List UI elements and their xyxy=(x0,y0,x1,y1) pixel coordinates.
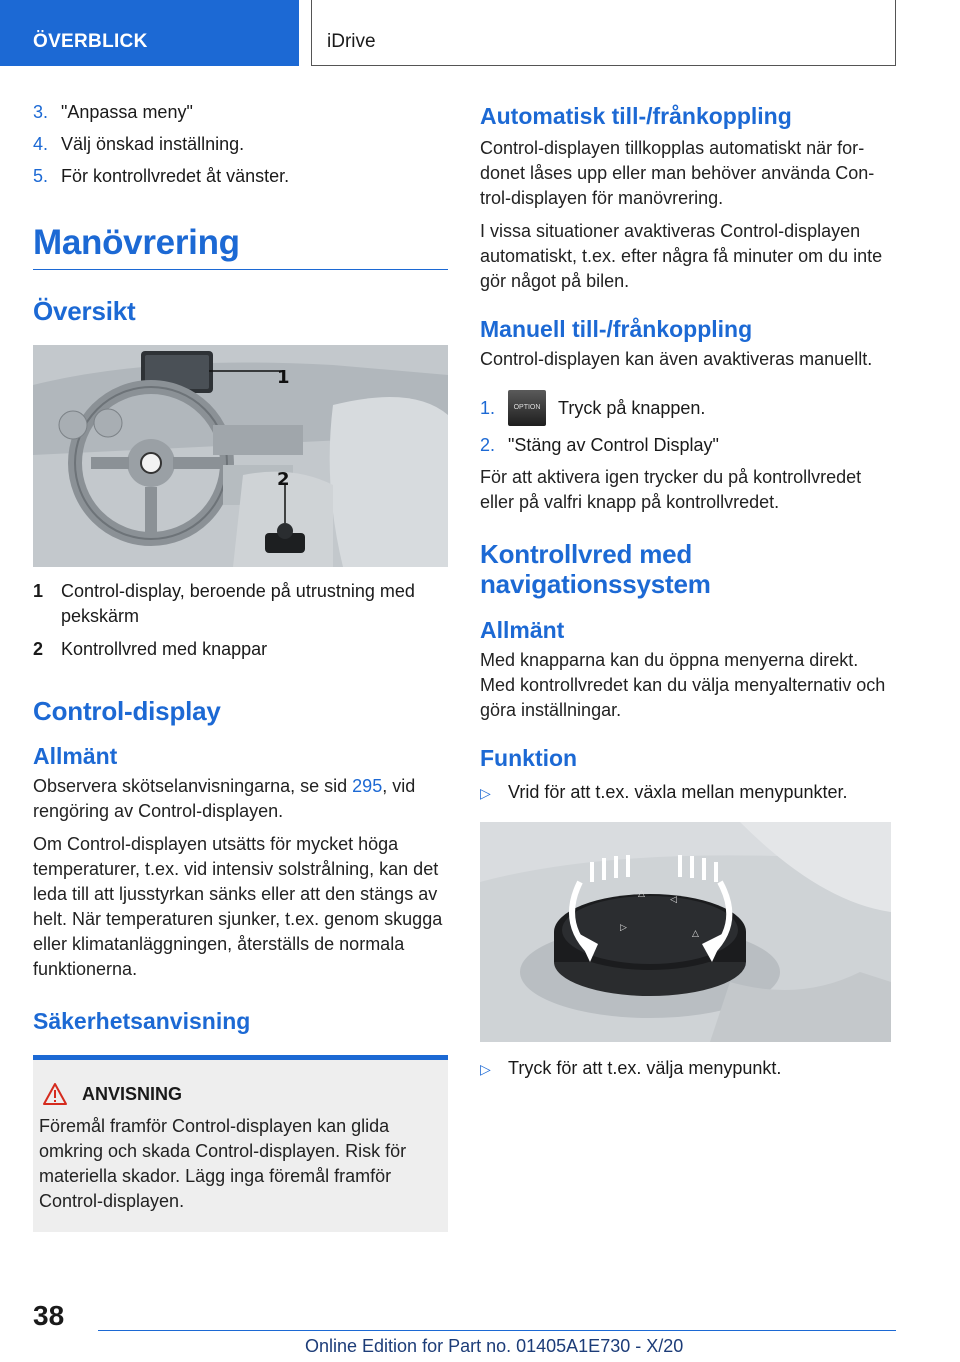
paragraph-auto-2: I vissa situationer avaktiveras Control-displayen automatiskt, t.ex. efter några få minuter om du inte gör något på bilen. xyxy=(480,221,883,291)
paragraph-reactivate: För att aktivera igen trycker du på kontrollvredet eller på valfri knapp på kontrollvredet. xyxy=(480,467,862,512)
cockpit-illustration xyxy=(33,345,448,567)
figure-label-2: 2 xyxy=(277,469,290,490)
option-button-icon: OPTION xyxy=(508,390,546,426)
legend-item-2: 2 Kontrollvred med knappar xyxy=(33,639,268,659)
heading-control-display: Control-display xyxy=(33,696,221,726)
bullet-triangle-icon-2: ▷ xyxy=(480,1061,491,1077)
note-text: Föremål framför Control-displayen kan glida omkring och skada Control-displayen. Risk för materiella skador. Lägg inga föremål framför Control-displayen. xyxy=(39,1116,407,1211)
warning-note xyxy=(33,1055,448,1232)
svg-text:▷: ▷ xyxy=(620,923,627,933)
cockpit-drawing xyxy=(33,345,448,567)
svg-text:△: △ xyxy=(638,889,645,899)
heading-manual: Manuell till-/frånkoppling xyxy=(480,316,753,342)
paragraph-manual: Control-displayen kan även avaktiveras manuellt. xyxy=(480,349,873,369)
heading-auto: Automatisk till-/frånkoppling xyxy=(480,103,792,129)
note-header xyxy=(39,1082,438,1106)
right-column xyxy=(480,103,895,1082)
legend-item-1: 1 Control-display, beroende på utrustning med pekskärm xyxy=(33,581,415,626)
figure-label-1: 1 xyxy=(277,367,290,388)
heading-funktion: Funktion xyxy=(480,745,578,771)
left-column xyxy=(33,100,448,1232)
paragraph-allmant-right: Med knapparna kan du öppna menyerna direkt. Med kontrollvredet kan du välja menyalternativ och göra inställningar. xyxy=(480,650,886,720)
heading-controller: Kontrollvred med navigationssystem xyxy=(480,539,711,599)
footer-divider xyxy=(98,1330,896,1331)
paragraph-temperature: Om Control-displayen utsätts för mycket höga temperaturer, t.ex. vid intensiv solstrålning, kan det leda till att ljusstyrkan sänks eller att den stängs av helt. När temperaturen sjunker, t.ex. genom skugga eller klimatanläggningen, återställs de normala funktionerna. xyxy=(33,834,443,979)
svg-text:△: △ xyxy=(692,929,699,939)
step-5: 5. För kontrollvredet åt vänster. xyxy=(33,166,290,186)
step-4: 4. Välj önskad inställning. xyxy=(33,134,245,154)
section-tab[interactable]: ÖVERBLICK xyxy=(0,0,299,66)
footer-edition: Online Edition for Part no. 01405A1E730 - X/20 xyxy=(305,1336,684,1356)
page-number: 38 xyxy=(33,1300,65,1331)
heading-allmant-right: Allmänt xyxy=(480,617,565,643)
paragraph-auto-1: Control-displayen tillkopplas automatiskt när fordonet låses upp eller man behöver använda Control-displayen för manövrering. xyxy=(480,138,875,208)
warning-triangle-icon xyxy=(42,1082,68,1106)
heading-safety: Säkerhetsanvisning xyxy=(33,1008,251,1034)
controller-illustration xyxy=(480,822,891,1042)
paragraph-care: Observera skötselanvisningarna, se sid 295, vid rengöring av Control-displayen. xyxy=(33,776,416,821)
manual-step-1: 1. OPTION Tryck på knappen. xyxy=(480,390,895,426)
manual-step-2: 2. "Stäng av Control Display" xyxy=(480,435,719,455)
note-title: ANVISNING xyxy=(82,1083,183,1104)
page-link-295[interactable]: 295 xyxy=(352,776,383,796)
heading-allmant: Allmänt xyxy=(33,743,118,769)
step-3: 3. "Anpassa meny" xyxy=(33,102,193,122)
heading-manovrering: Manövrering xyxy=(33,223,448,270)
controller-drawing xyxy=(480,822,891,1042)
svg-text:◁: ◁ xyxy=(670,895,677,905)
bullet-triangle-icon: ▷ xyxy=(480,785,491,801)
heading-oversikt: Översikt xyxy=(33,296,136,326)
chapter-title: iDrive xyxy=(311,0,896,66)
bullet-press: ▷ Tryck för att t.ex. välja menypunkt. xyxy=(480,1056,895,1082)
bullet-rotate: ▷ Vrid för att t.ex. växla mellan menypunkter. xyxy=(480,780,895,806)
